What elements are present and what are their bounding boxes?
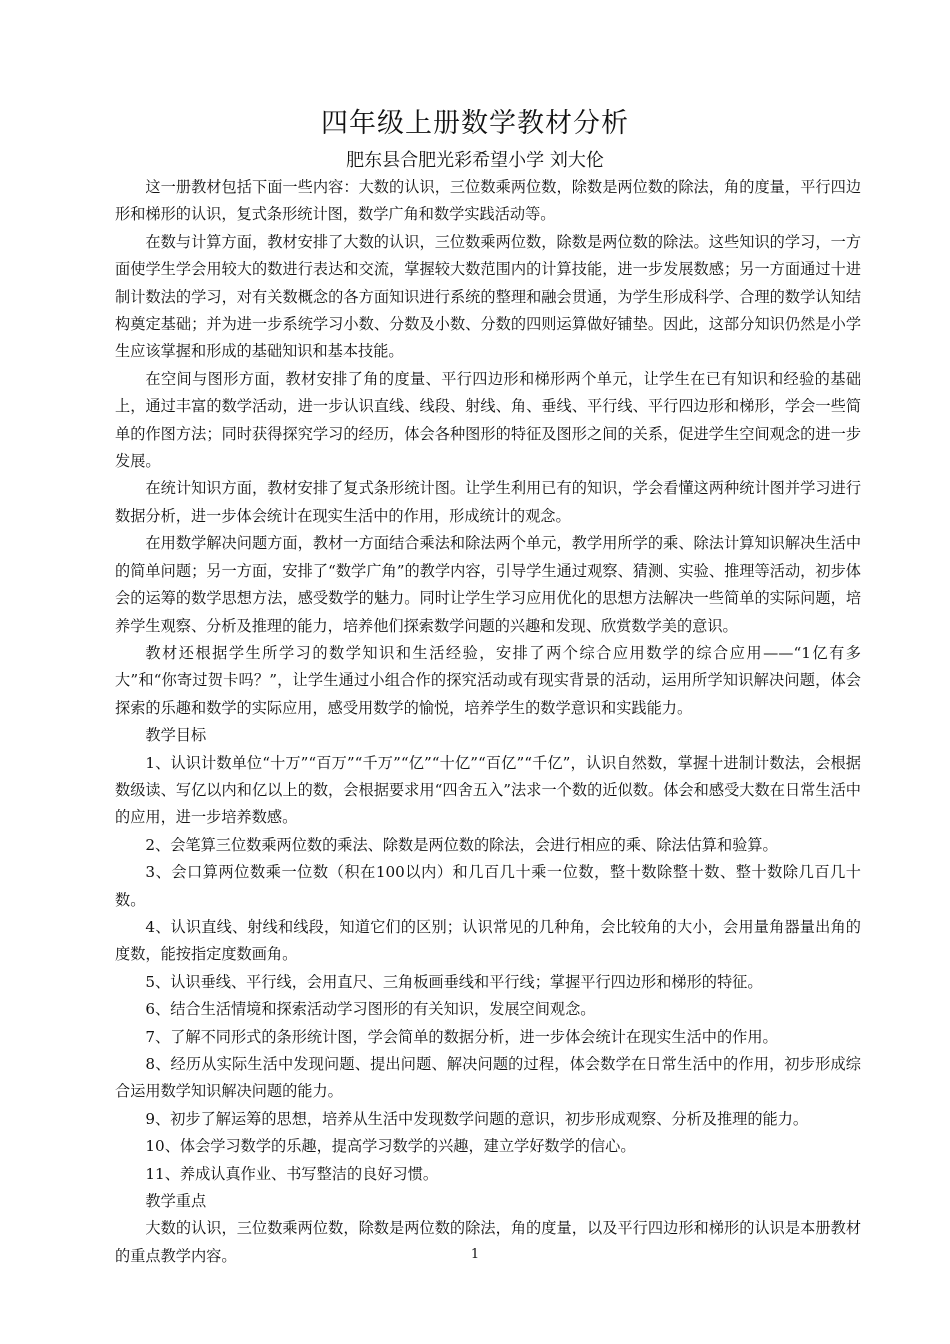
paragraph: 教材还根据学生所学习的数学知识和生活经验，安排了两个综合应用数学的综合应用——“1亿有多大”和“你寄过贺卡吗？”，让学生通过小组合作的探究活动或有现实背景的活动，运用所学知识解决问题，体会探索的乐趣和数学的实际应用，感受用数学的愉悦，培养学生的数学意识和实践能力。 [115,643,861,717]
list-item: 10、体会学习数学的乐趣，提高学习数学的兴趣，建立学好数学的信心。 [145,1137,636,1156]
paragraph: 大数的认识，三位数乘两位数，除数是两位数的除法，角的度量，以及平行四边形和梯形的认识是本册教材的重点教学内容。 [115,1219,861,1265]
list-item: 5、认识垂线、平行线，会用直尺、三角板画垂线和平行线；掌握平行四边形和梯形的特征。 [145,972,763,991]
paragraph: 这一册教材包括下面一些内容：大数的认识，三位数乘两位数，除数是两位数的除法，角的度量，平行四边形和梯形的认识，复式条形统计图，数学广角和数学实践活动等。 [115,178,861,224]
list-item: 1、认识计数单位“十万”“百万”“千万”“亿”“十亿”“百亿”“千亿”，认识自然数，掌握十进制计数法，会根据数级读、写亿以内和亿以上的数，会根据要求用“四舍五入”法求一个数的近似数。体会和感受大数在日常生活中的应用，进一步培养数感。 [115,753,861,827]
document-body [115,174,861,1270]
list-item: 6、结合生活情境和探索活动学习图形的有关知识，发展空间观念。 [145,1000,596,1019]
list-item: 11、养成认真作业、书写整洁的良好习惯。 [145,1164,439,1183]
paragraph: 在统计知识方面，教材安排了复式条形统计图。让学生利用已有的知识，学会看懂这两种统计图并学习进行数据分析，进一步体会统计在现实生活中的作用，形成统计的观念。 [115,479,861,525]
section-heading: 教学目标 [145,726,207,745]
list-item: 2、会笔算三位数乘两位数的乘法、除数是两位数的除法，会进行相应的乘、除法估算和验算。 [145,835,778,854]
list-item: 8、经历从实际生活中发现问题、提出问题、解决问题的过程，体会数学在日常生活中的作用，初步形成综合运用数学知识解决问题的能力。 [115,1055,861,1101]
document-subtitle: 肥东县合肥光彩希望小学 刘大伦 [346,150,604,171]
list-item: 7、了解不同形式的条形统计图，学会简单的数据分析，进一步体会统计在现实生活中的作用。 [145,1027,778,1046]
page-number: 1 [470,1247,480,1262]
paragraph: 在数与计算方面，教材安排了大数的认识，三位数乘两位数，除数是两位数的除法。这些知识的学习，一方面使学生学会用较大的数进行表达和交流，掌握较大数范围内的计算技能，进一步发展数感；另一方面通过十进制计数法的学习，对有关数概念的各方面知识进行系统的整理和融会贯通，为学生形成科学、合理的数学认知结构奠定基础；并为进一步系统学习小数、分数及小数、分数的四则运算做好铺垫。因此，这部分知识仍然是小学生应该掌握和形成的基础知识和基本技能。 [115,232,861,361]
list-item: 4、认识直线、射线和线段，知道它们的区别；认识常见的几种角，会比较角的大小，会用量角器量出角的度数，能按指定度数画角。 [115,917,861,964]
paragraph: 在空间与图形方面，教材安排了角的度量、平行四边形和梯形两个单元，让学生在已有知识和经验的基础上，通过丰富的数学活动，进一步认识直线、线段、射线、角、垂线、平行线、平行四边形和梯形，学会一些简单的作图方法；同时获得探究学习的经历，体会各种图形的特征及图形之间的关系，促进学生空间观念的进一步发展。 [115,369,861,471]
section-heading: 教学重点 [145,1192,207,1211]
list-item: 3、会口算两位数乘一位数（积在100以内）和几百几十乘一位数，整十数除整十数、整十数除几百几十数。 [115,863,861,909]
paragraph: 在用数学解决问题方面，教材一方面结合乘法和除法两个单元，教学用所学的乘、除法计算知识解决生活中的简单问题；另一方面，安排了“数学广角”的教学内容，引导学生通过观察、猜测、实验、推理等活动，初步体会的运筹的数学思想方法，感受数学的魅力。同时让学生学习应用优化的思想方法解决一些简单的实际问题，培养学生观察、分析及推理的能力，培养他们探索数学问题的兴趣和发现、欣赏数学美的意识。 [115,534,861,635]
document-title: 四年级上册数学教材分析 [321,108,629,139]
list-item: 9、初步了解运筹的思想，培养从生活中发现数学问题的意识，初步形成观察、分析及推理的能力。 [145,1109,809,1128]
